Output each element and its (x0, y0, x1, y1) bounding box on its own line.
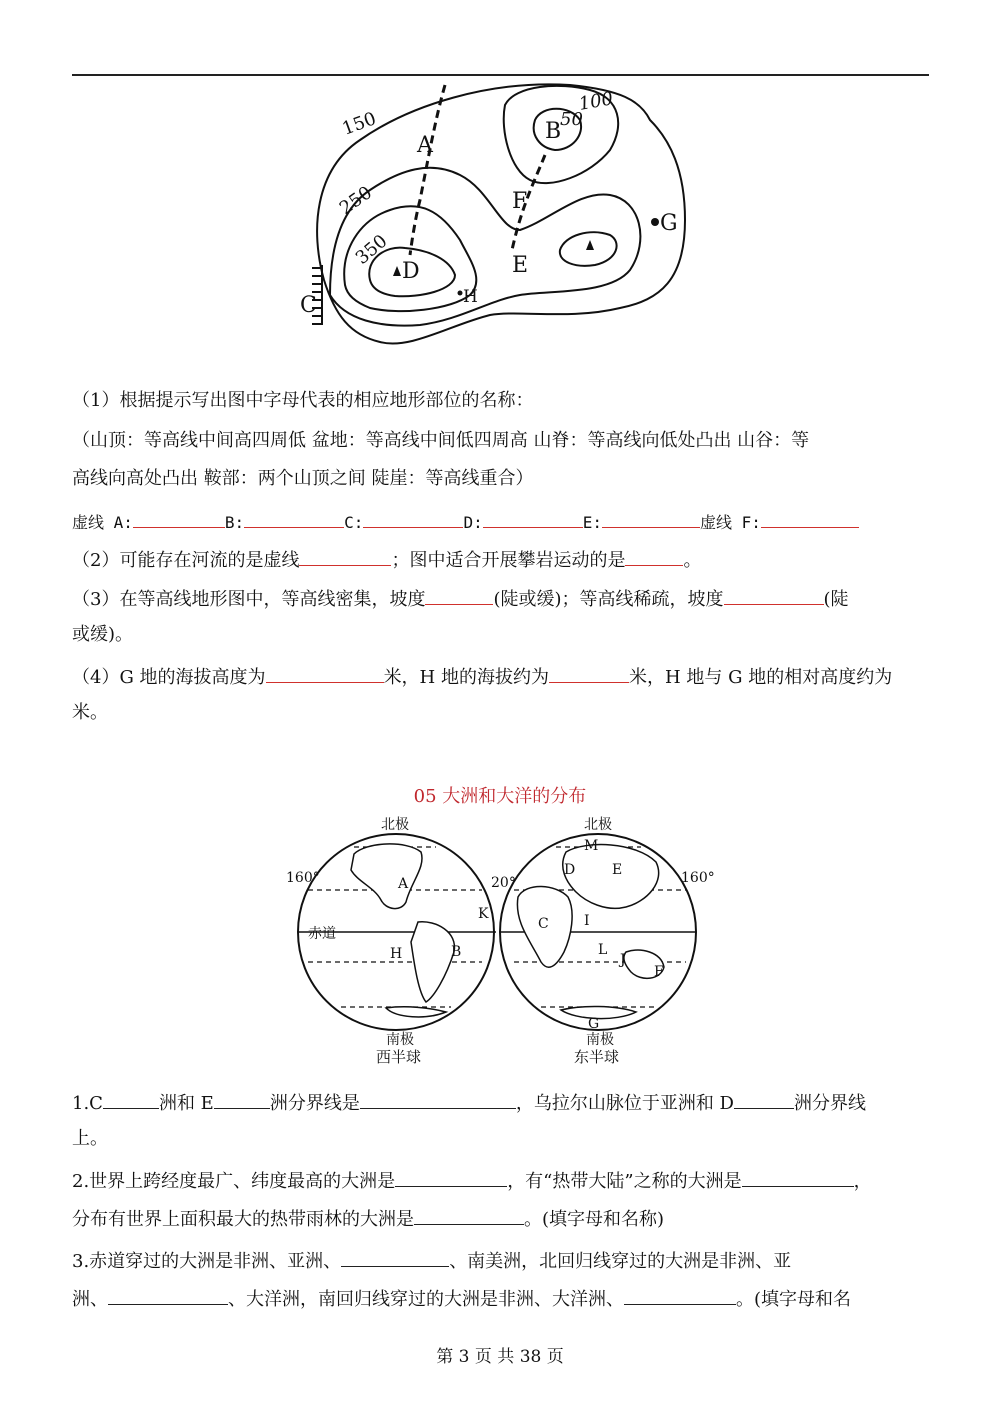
blank-c1-c[interactable] (103, 1088, 159, 1109)
west-south-pole: 南极 (386, 1032, 414, 1048)
point-f-label: F (512, 189, 528, 214)
blank-c1-d[interactable] (734, 1088, 794, 1109)
question-1-intro: （1）根据提示写出图中字母代表的相应地形部位的名称： (72, 390, 534, 411)
c1-text-5: 洲分界线 (793, 1093, 866, 1114)
c2-text-1: 2.世界上跨经度最广、纬度最高的大洲是 (72, 1171, 396, 1192)
question-4 (72, 662, 932, 691)
west-caption: 西半球 (376, 1048, 422, 1066)
point-a-label: A (417, 133, 433, 158)
label-e: E: (582, 513, 602, 532)
c3-text-4: 、大洋洲，南回归线穿过的大洲是非洲、大洋洲、 (228, 1289, 624, 1310)
east-letter-i: I (584, 913, 590, 929)
blank-d[interactable] (483, 507, 583, 528)
continent-question-2-line2 (72, 1204, 932, 1233)
c1-text-4: ，乌拉尔山脉位于亚洲和 D (515, 1093, 734, 1114)
contour-map-figure (290, 80, 710, 380)
header-rule (72, 74, 929, 76)
label-b: B: (224, 513, 245, 532)
blank-c2-rainforest[interactable] (414, 1204, 524, 1225)
point-b-label: B (545, 119, 562, 144)
c1-text-3: 洲分界线是 (269, 1093, 360, 1114)
question-4-line2: 米。 (72, 702, 108, 723)
point-g-dot (651, 218, 659, 226)
blank-q3-sparse[interactable] (724, 584, 824, 605)
continent-question-2 (72, 1166, 932, 1195)
q3-text-2: (陡或缓)；等高线稀疏，坡度 (493, 589, 724, 610)
blank-q4-h[interactable] (549, 662, 629, 683)
c2-text-5: 。(填字母和名称) (524, 1209, 665, 1230)
contour-label-350: 350 (351, 230, 392, 269)
question-2 (72, 545, 932, 574)
west-lon-160: 160° (286, 870, 320, 886)
blank-a[interactable] (133, 507, 225, 528)
continent-question-3 (72, 1246, 932, 1275)
c2-text-4: 分布有世界上面积最大的热带雨林的大洲是 (72, 1209, 414, 1230)
c3-text-5: 。(填字母和名 (736, 1289, 852, 1310)
label-dashed-f: 虚线 F: (699, 513, 761, 532)
blank-c3-cancer[interactable] (108, 1284, 228, 1305)
point-d-label: D (402, 259, 420, 284)
east-caption: 东半球 (574, 1048, 620, 1066)
west-letter-k: K (478, 906, 489, 922)
fill-line-terrain (72, 507, 932, 536)
blank-f[interactable] (761, 507, 859, 528)
blank-c3-equator[interactable] (341, 1246, 449, 1267)
q4-text-3: 米，H 地与 G 地的相对高度约为 (628, 667, 893, 688)
blank-b[interactable] (244, 507, 344, 528)
east-letter-f: F (654, 964, 664, 980)
q3-text-3: (陡 (823, 589, 849, 610)
east-lon-20: 20° (491, 875, 516, 891)
c2-text-3: ， (853, 1171, 872, 1192)
east-south-pole: 南极 (586, 1032, 614, 1048)
blank-c3-capricorn[interactable] (624, 1284, 736, 1305)
q3-text-1: （3）在等高线地形图中，等高线密集，坡度 (72, 589, 426, 610)
hint-line-2: 高线向高处凸出 鞍部：两个山顶之间 陡崖：等高线重合） (72, 468, 534, 489)
c2-text-2: ，有“热带大陆”之称的大洲是 (507, 1171, 742, 1192)
c1-text-1: 1.C (72, 1093, 103, 1114)
c3-text-2: 、南美洲，北回归线穿过的大洲是非洲、亚 (449, 1251, 792, 1272)
east-letter-l: L (598, 942, 608, 958)
section-title: 05 大洲和大洋的分布 (413, 786, 587, 807)
label-dashed-a: 虚线 A: (72, 513, 133, 532)
continent-question-1 (72, 1088, 932, 1117)
blank-c1-e[interactable] (214, 1088, 270, 1109)
contour-label-50: 50 (560, 109, 583, 130)
point-e-label: E (512, 253, 529, 278)
q2-text-3: 。 (683, 550, 702, 571)
label-c: C: (344, 513, 364, 532)
blank-c2-widest[interactable] (395, 1166, 507, 1187)
contour-label-150: 150 (339, 108, 379, 140)
blank-q2-climb[interactable] (625, 545, 683, 566)
question-3 (72, 584, 932, 613)
label-d: D: (463, 513, 483, 532)
east-letter-d: D (564, 862, 576, 878)
peak-d-triangle (393, 266, 401, 276)
continent-question-1-line2: 上。 (72, 1128, 108, 1149)
point-c-label: C (300, 293, 317, 318)
west-letter-b: B (451, 944, 462, 960)
c3-text-1: 3.赤道穿过的大洲是非洲、亚洲、 (72, 1251, 342, 1272)
continent-question-3-line2 (72, 1284, 932, 1313)
contour-label-100: 100 (577, 88, 615, 115)
blank-q2-river[interactable] (299, 545, 391, 566)
west-letter-h: H (390, 946, 403, 962)
point-g-label: G (660, 211, 678, 236)
world-hemispheres-figure (286, 812, 716, 1074)
east-lon-160: 160° (681, 870, 715, 886)
west-north-pole: 北极 (381, 817, 409, 833)
west-equator-label: 赤道 (308, 926, 336, 942)
q4-text-1: （4）G 地的海拔高度为 (72, 667, 266, 688)
east-letter-m: M (584, 838, 599, 854)
q4-text-2: 米，H 地的海拔约为 (383, 667, 549, 688)
point-h-label: H (463, 287, 478, 307)
q2-text-2: ；图中适合开展攀岩运动的是 (391, 550, 626, 571)
hint-line-1: （山顶：等高线中间高四周低 盆地：等高线中间低四周高 山脊：等高线向低处凸出 山谷：等 (72, 430, 810, 451)
c3-text-3: 洲、 (72, 1289, 108, 1310)
east-letter-e: E (612, 862, 623, 878)
q2-text-1: （2）可能存在河流的是虚线 (72, 550, 300, 571)
peak-east-triangle (586, 240, 594, 250)
blank-e[interactable] (602, 507, 700, 528)
question-3-line2: 或缓)。 (72, 624, 134, 645)
point-h-dot (458, 291, 463, 296)
east-north-pole: 北极 (584, 817, 612, 833)
blank-c1-boundary[interactable] (360, 1088, 516, 1109)
page-footer: 第 3 页 共 38 页 (436, 1347, 564, 1367)
blank-c2-tropical[interactable] (742, 1166, 854, 1187)
blank-c[interactable] (363, 507, 463, 528)
east-letter-j: J (620, 952, 626, 968)
west-letter-a: A (398, 876, 409, 892)
east-letter-g: G (588, 1016, 600, 1032)
east-letter-c: C (538, 916, 549, 932)
c1-text-2: 洲和 E (158, 1093, 214, 1114)
contour-label-250: 250 (335, 182, 377, 220)
blank-q4-g[interactable] (266, 662, 384, 683)
blank-q3-dense[interactable] (425, 584, 493, 605)
